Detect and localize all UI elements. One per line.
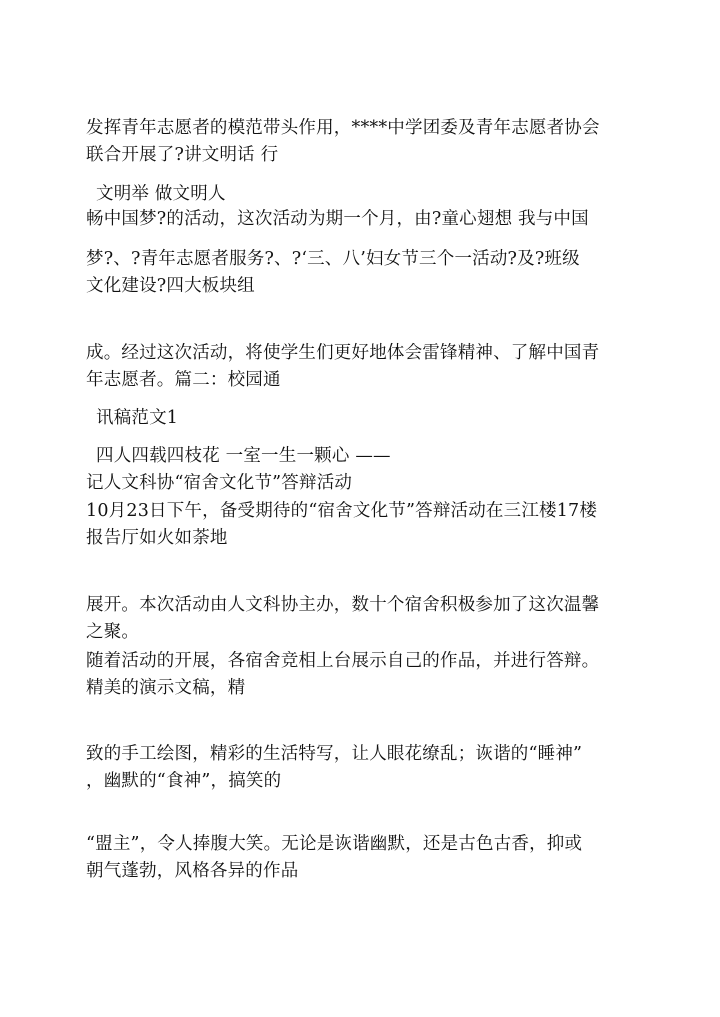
text-line: 之聚。: [86, 622, 140, 642]
text-line: 联合开展了?讲文明话 行: [86, 145, 279, 165]
text-line: 记人文科协“宿舍文化节”答辩活动: [86, 473, 353, 493]
text-line: 畅中国梦?的活动，这次活动为期一个月，由?童心翅想 我与中国: [86, 209, 589, 229]
text-line: 朝气蓬勃，风格各异的作品: [86, 861, 299, 881]
text-line: 年志愿者。篇二：校园通: [86, 370, 281, 390]
text-line: 精美的演示文稿，精: [86, 678, 246, 698]
text-line: 致的手工绘图，精彩的生活特写，让人眼花缭乱；诙谐的“睡神”: [86, 744, 583, 764]
text-line: 讯稿范文1: [96, 408, 179, 428]
text-line: 报告厅如火如荼地: [86, 528, 228, 548]
text-line: 梦?、?青年志愿者服务?、?‘三、八’妇女节三个一活动?及?班级: [86, 249, 580, 269]
text-line: 展开。本次活动由人文科协主办，数十个宿舍积极参加了这次温馨: [86, 595, 600, 615]
text-line: 成。经过这次活动，将使学生们更好地体会雷锋精神、了解中国青: [86, 343, 600, 363]
text-line: ，幽默的“食神”，搞笑的: [86, 771, 282, 791]
text-line: 10月23日下午，备受期待的“宿舍文化节”答辩活动在三江楼17楼: [86, 501, 598, 521]
text-line: 随着活动的开展，各宿舍竞相上台展示自己的作品，并进行答辩。: [86, 651, 600, 671]
text-line: “盟主”，令人捧腹大笑。无论是诙谐幽默，还是古色古香，抑或: [86, 834, 583, 854]
text-line: 文明举 做文明人: [96, 184, 226, 204]
text-line: 四人四载四枝花 一室一生一颗心 ——: [96, 446, 391, 466]
text-line: 文化建设?四大板块组: [86, 276, 255, 296]
text-line: 发挥青年志愿者的模范带头作用，****中学团委及青年志愿者协会: [86, 118, 600, 138]
